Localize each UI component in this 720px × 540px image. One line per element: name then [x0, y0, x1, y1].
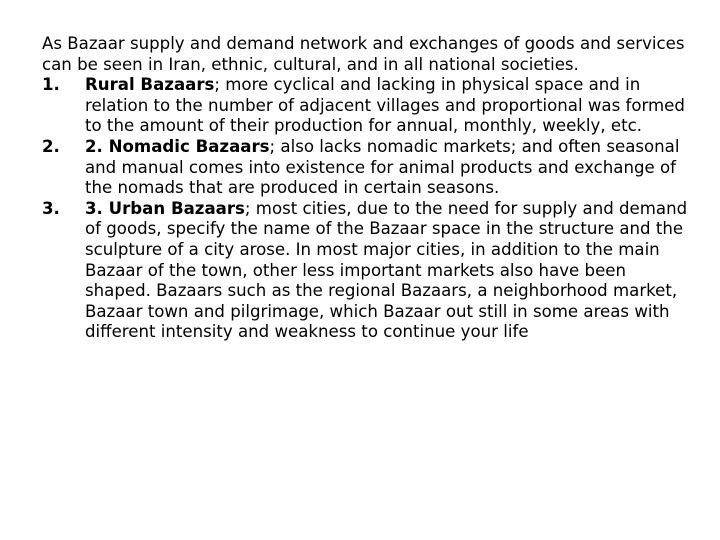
list-item-nomadic-bazaars	[42, 137, 692, 199]
list-number: 2.	[42, 136, 60, 156]
intro-paragraph: As Bazaar supply and demand network and exchanges of goods and services can be seen in Iran, ethnic, cultural, and in all national societies.	[42, 34, 685, 74]
item-title: 2. Nomadic Bazaars	[85, 136, 270, 156]
item-title: Rural Bazaars	[85, 75, 215, 95]
item-text: ; more cyclical and lacking in physical space and in relation to the number of adjacent villages and proportional was formed to the amount of their production for annual, monthly, weekly, etc.	[85, 75, 685, 136]
item-title: 3. Urban Bazaars	[85, 198, 245, 218]
bazaar-types-list	[42, 75, 692, 343]
item-text: ; also lacks nomadic markets; and often seasonal and manual comes into existence for animal products and exchange of the nomads that are produced in certain seasons.	[85, 136, 680, 198]
list-number: 3.	[42, 198, 60, 218]
list-item-rural-bazaars	[42, 75, 692, 137]
list-item-urban-bazaars	[42, 199, 692, 343]
list-number: 1.	[42, 75, 60, 95]
item-text: ; most cities, due to the need for supply and demand of goods, specify the name of the Bazaar space in the structure and the sculpture of a city arose. In most major cities, in addition to the main Bazaar of the town, other less important markets also have been shaped. Bazaars such as the regional Bazaars, a neighborhood market, Bazaar town and pilgrimage, which Bazaar out still in some areas with different intensity and weakness to continue your life	[85, 198, 688, 342]
document-body	[42, 34, 692, 343]
